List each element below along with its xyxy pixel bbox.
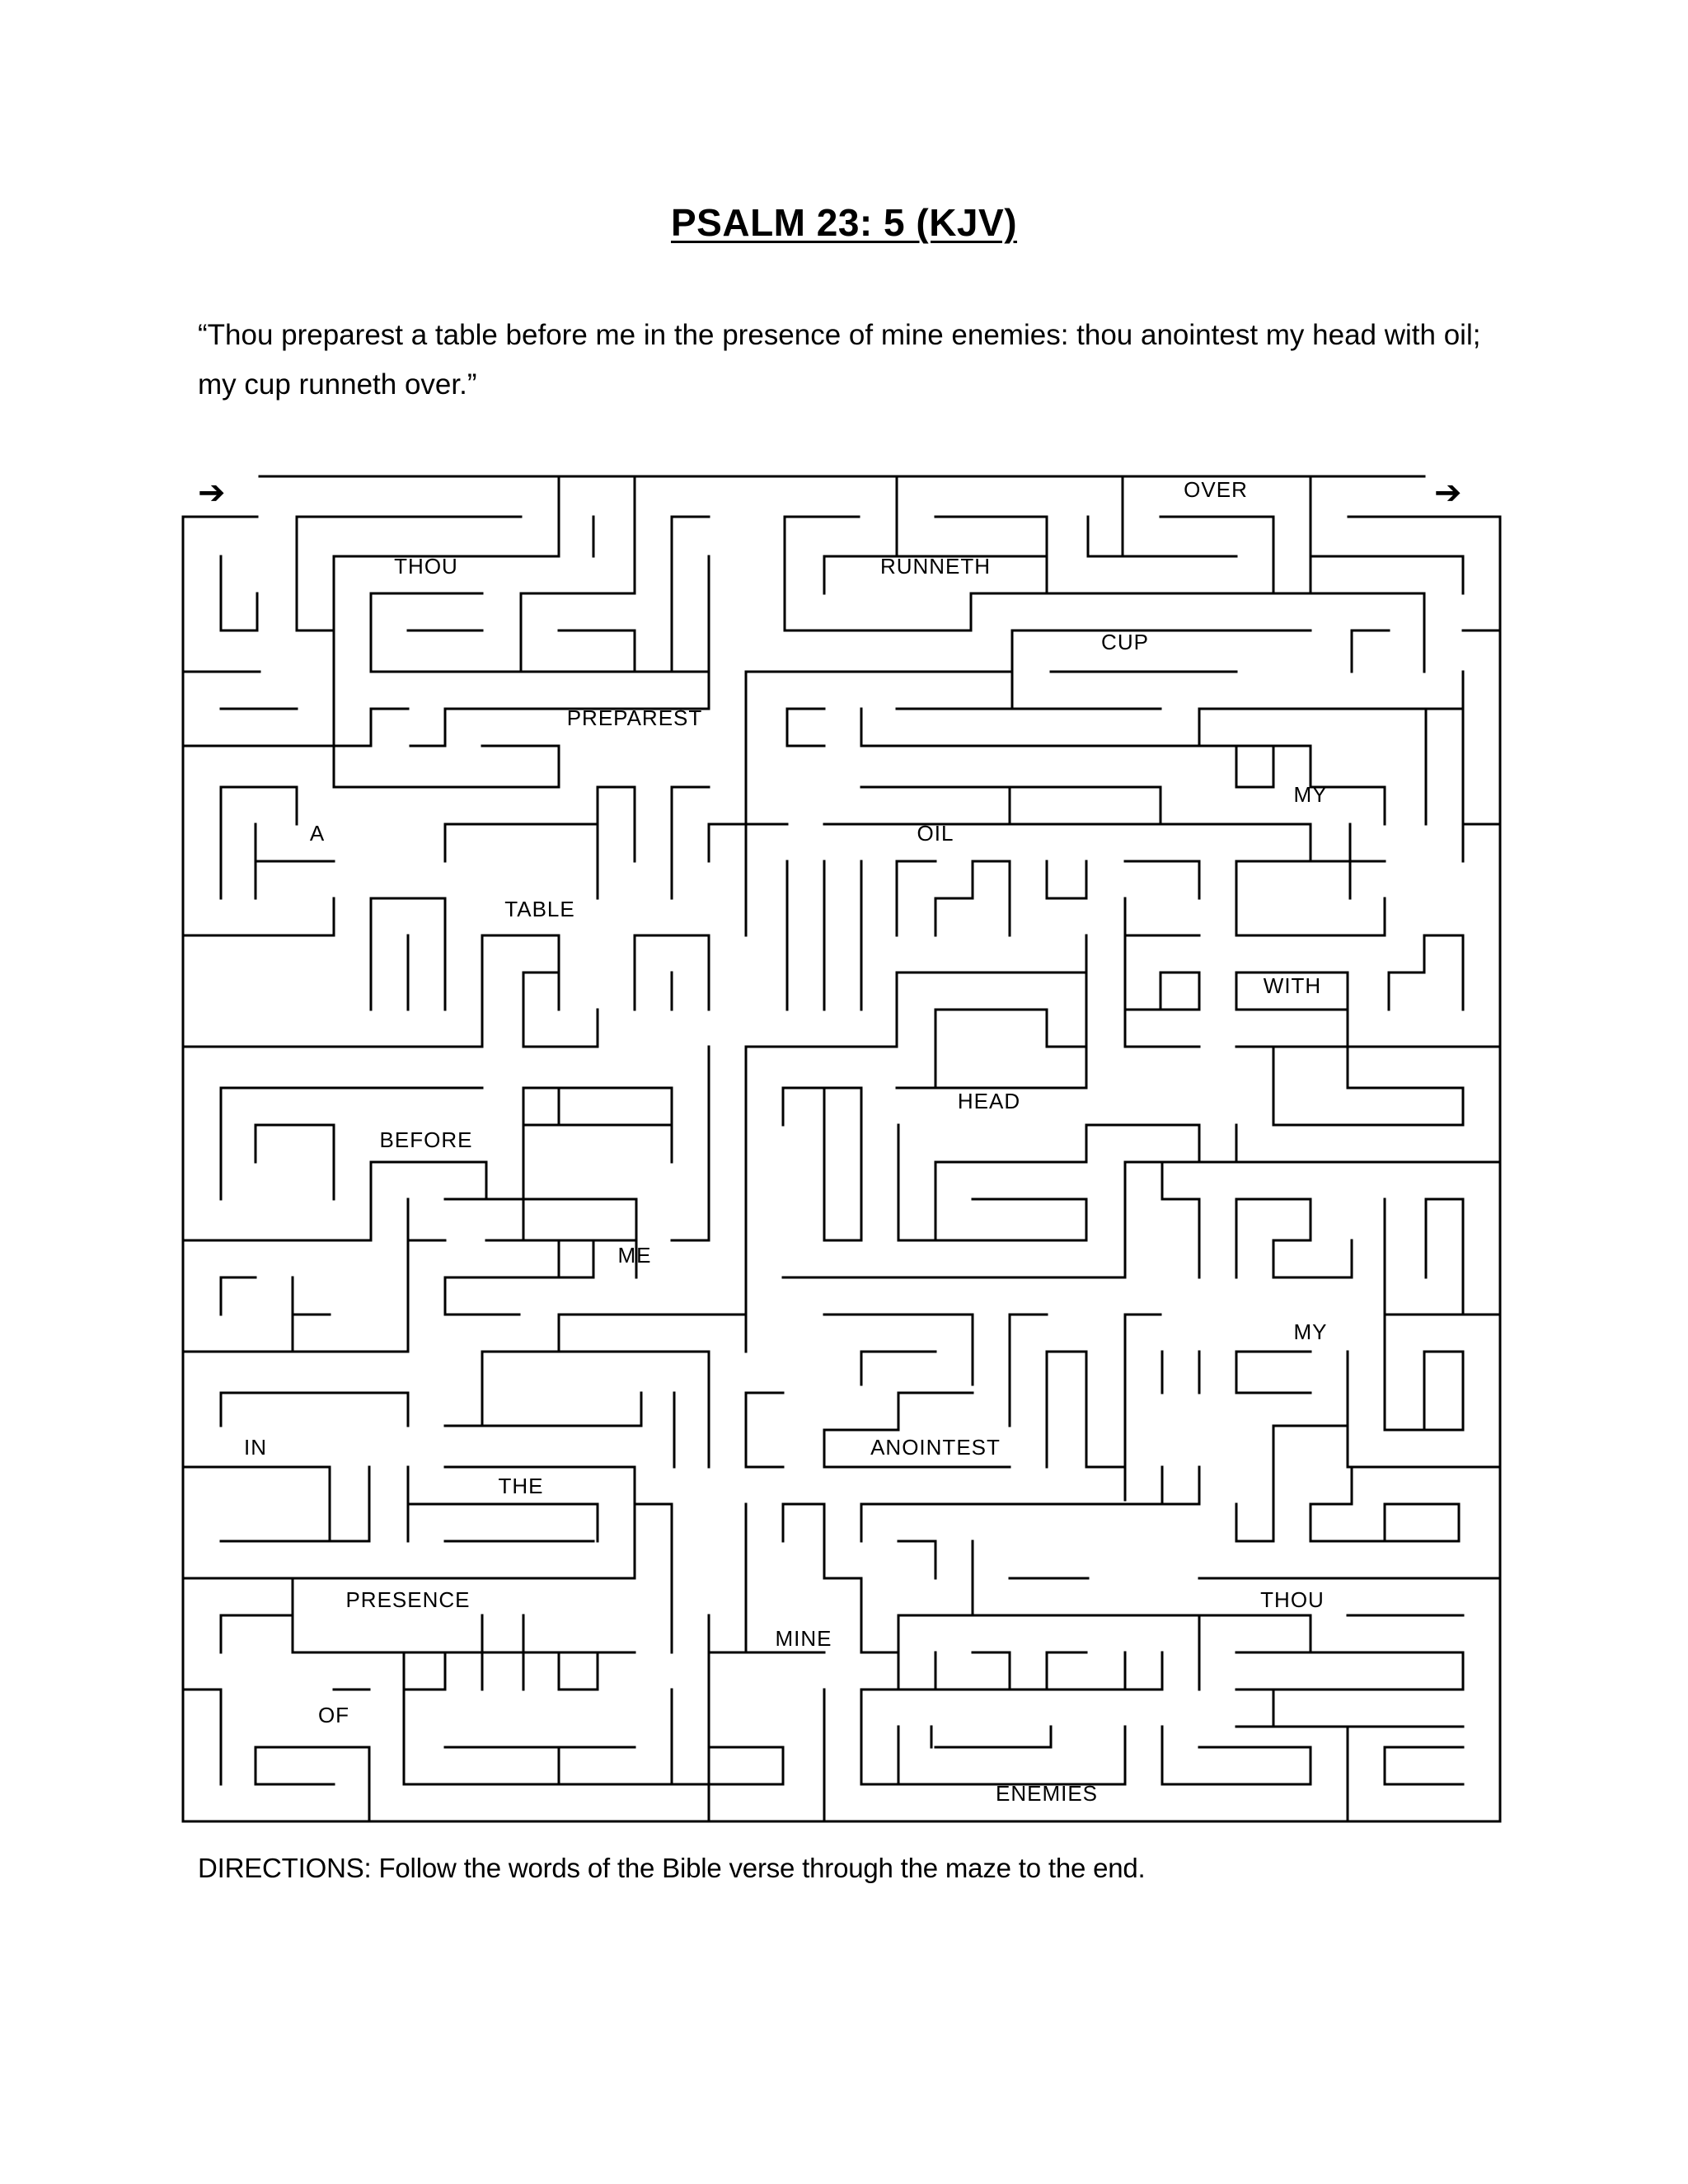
maze-word-enemies: ENEMIES xyxy=(995,1781,1099,1806)
maze-word-preparest: PREPAREST xyxy=(566,705,703,730)
maze-word-anointest: ANOINTEST xyxy=(870,1435,1001,1460)
page-title: PSALM 23: 5 (KJV) xyxy=(670,201,1018,244)
maze-word-with: WITH xyxy=(1263,973,1322,998)
maze-word-presence: PRESENCE xyxy=(345,1587,471,1612)
maze-word-me: ME xyxy=(617,1243,652,1268)
maze-word-in: IN xyxy=(244,1435,267,1460)
maze-word-cup: CUP xyxy=(1101,630,1149,654)
maze-words xyxy=(244,477,1328,1806)
verse-text: “Thou preparest a table before me in the presence of mine enemies: thou anointest my head with oil; my cup runneth over.” xyxy=(198,319,1481,401)
maze-word-of: OF xyxy=(317,1703,350,1727)
maze-word-a: A xyxy=(309,821,326,846)
maze-word-runneth: RUNNETH xyxy=(879,554,992,579)
end-arrow-icon: ➔ xyxy=(1434,475,1462,511)
maze-word-before: BEFORE xyxy=(379,1127,473,1152)
maze-word-oil: OIL xyxy=(917,821,954,846)
maze-word-mine: MINE xyxy=(775,1626,832,1651)
maze-word-head: HEAD xyxy=(957,1089,1021,1113)
directions-text: DIRECTIONS: Follow the words of the Bible verse through the maze to the end. xyxy=(198,1853,1146,1883)
maze-word-my: MY xyxy=(1293,1319,1328,1344)
start-arrow-icon: ➔ xyxy=(198,475,226,511)
maze-word-over: OVER xyxy=(1184,477,1248,502)
maze-word-thou: THOU xyxy=(1260,1587,1325,1612)
maze-word-my: MY xyxy=(1293,782,1328,807)
maze-word-the: THE xyxy=(498,1474,544,1498)
maze-word-thou: THOU xyxy=(394,554,458,579)
maze-word-table: TABLE xyxy=(504,897,575,921)
